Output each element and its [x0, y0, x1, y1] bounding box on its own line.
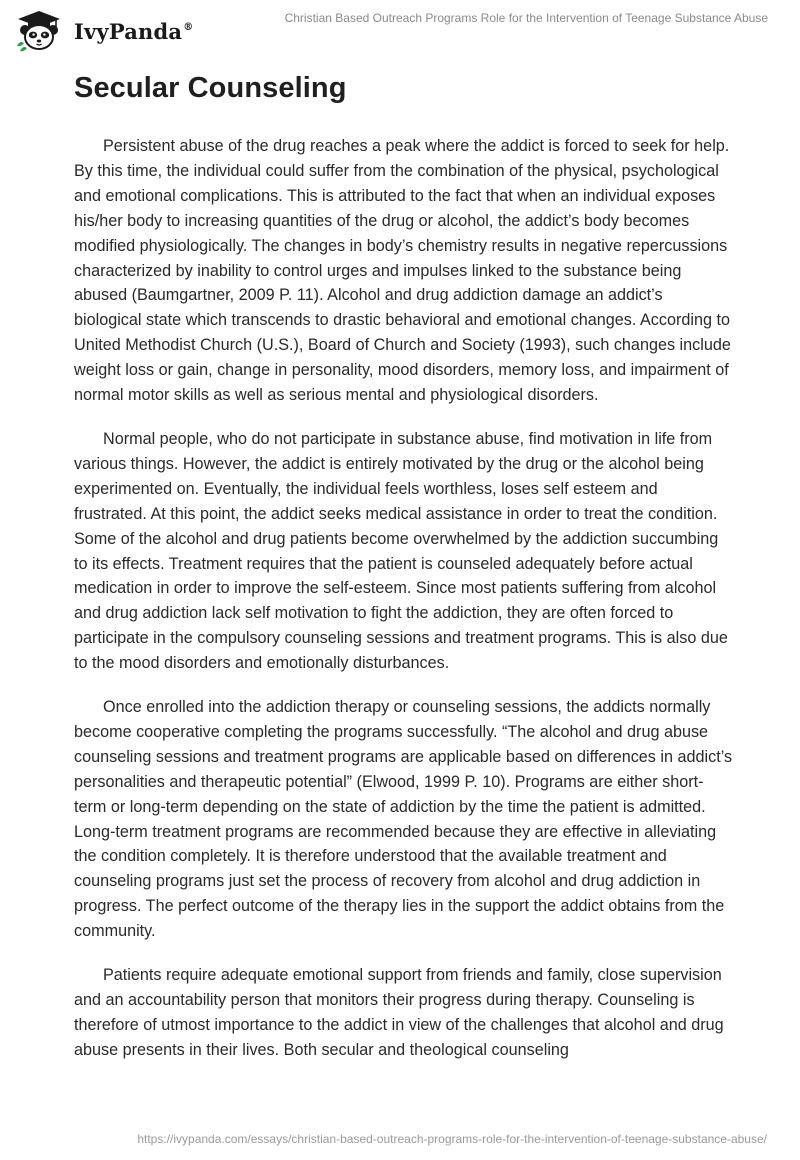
article-body	[74, 134, 734, 1082]
page-header	[0, 0, 800, 60]
ivypanda-logo[interactable]	[14, 10, 193, 52]
paragraph: Normal people, who do not participate in substance abuse, find motivation in life from various things. However, the addict is entirely motivated by the drug or the alcohol being experimented on. Eventually, the individual feels worthless, loses self esteem and frustrated. At this point, the addict seeks medical assistance in order to treat the condition. Some of the alcohol and drug patients become overwhelmed by the addiction succumbing to its effects. Treatment requires that the patient is counseled adequately before actual medication in order to improve the self-esteem. Since most patients suffering from alcohol and drug addiction lack self motivation to fight the addiction, they are often forced to participate in the compulsory counseling sessions and treatment programs. This is also due to the mood disorders and emotionally disturbances.	[74, 429, 728, 673]
source-url[interactable]: https://ivypanda.com/essays/christian-based-outreach-programs-role-for-the-intervention-of-teenage-substance-abuse/	[137, 1132, 767, 1146]
registered-mark: ®	[183, 21, 194, 33]
paragraph: Once enrolled into the addiction therapy or counseling sessions, the addicts normally become cooperative completing the programs successfully. “The alcohol and drug abuse counseling sessions and treatment programs are applicable based on differences in addict’s personalities and therapeutic potential” (Elwood, 1999 P. 10). Programs are either short-term or long-term depending on the state of addiction by the time the patient is admitted. Long-term treatment programs are recommended because they are effective in alleviating the condition completely. It is therefore understood that the available treatment and counseling programs just set the process of recovery from alcohol and drug addiction in progress. The perfect outcome of the therapy lies in the support the addict obtains from the community.	[74, 698, 733, 941]
panda-graduate-icon	[14, 10, 64, 52]
section-heading: Secular Counseling	[74, 72, 347, 104]
paragraph: Persistent abuse of the drug reaches a peak where the addict is forced to seek for help. By this time, the individual could suffer from the combination of the physical, psychological and emotional complications. This is attributed to the fact that when an individual exposes his/her body to increasing quantities of the drug or alcohol, the addict’s body becomes modified physiologically. The changes in body’s chemistry results in negative repercussions characterized by inability to control urges and impulses linked to the substance being abused (Baumgartner, 2009 P. 11). Alcohol and drug addiction damage an addict’s biological state which transcends to drastic behavioral and emotional changes. According to United Methodist Church (U.S.), Board of Church and Society (1993), such changes include weight loss or gain, change in personality, mood disorders, memory loss, and impairment of normal motor skills as well as serious mental and physiological disorders.	[74, 137, 731, 405]
brand-name: IvyPanda®	[74, 18, 194, 44]
paragraph: Patients require adequate emotional support from friends and family, close supervision and an accountability person that monitors their progress during therapy. Counseling is therefore of utmost importance to the addict in view of the challenges that alcohol and drug abuse presents in their lives. Both secular and theological counseling	[74, 966, 724, 1059]
document-title: Christian Based Outreach Programs Role for the Intervention of Teenage Substance Abuse	[284, 11, 768, 25]
